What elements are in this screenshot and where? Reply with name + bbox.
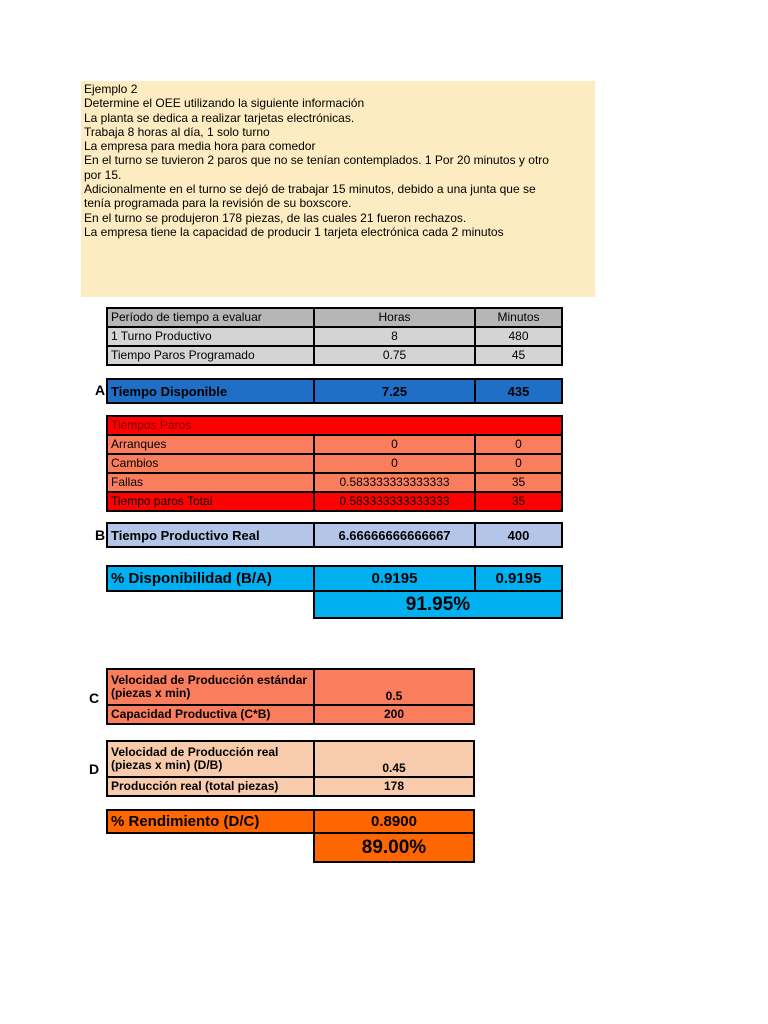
cell[interactable]: Cambios bbox=[107, 454, 314, 473]
table-row bbox=[107, 810, 474, 833]
intro-line: Ejemplo 2 bbox=[84, 82, 138, 96]
cell[interactable]: 35 bbox=[475, 473, 562, 492]
header-cell[interactable]: Horas bbox=[314, 308, 475, 327]
cell[interactable]: Producción real (total piezas) bbox=[107, 777, 314, 796]
header-cell[interactable]: Período de tiempo a evaluar bbox=[107, 308, 314, 327]
cell[interactable]: Fallas bbox=[107, 473, 314, 492]
cell[interactable]: Tiempos Paros bbox=[107, 416, 562, 435]
availability-percent[interactable]: 91.95% bbox=[314, 591, 562, 618]
intro-line: La empresa para media hora para comedor bbox=[84, 139, 316, 154]
real-time-table bbox=[106, 522, 563, 548]
table-row bbox=[107, 346, 562, 365]
table-row bbox=[107, 454, 562, 473]
cell[interactable]: 435 bbox=[475, 379, 562, 403]
cell[interactable]: 0.45 bbox=[314, 741, 474, 777]
table-row bbox=[107, 591, 562, 618]
label-line: (piezas x min) (D/B) bbox=[111, 758, 223, 772]
cell[interactable]: % Rendimiento (D/C) bbox=[107, 810, 314, 833]
cell[interactable]: 0 bbox=[314, 454, 475, 473]
table-row bbox=[107, 833, 474, 862]
intro-line: Determine el OEE utilizando la siguiente información bbox=[84, 96, 365, 111]
table-row bbox=[107, 523, 562, 547]
header-cell[interactable]: Minutos bbox=[475, 308, 562, 327]
cell[interactable]: Tiempo Productivo Real bbox=[107, 523, 314, 547]
row-letter-c: C bbox=[89, 690, 100, 706]
empty-cell bbox=[107, 591, 314, 618]
problem-statement bbox=[81, 81, 595, 297]
table-row bbox=[107, 473, 562, 492]
cell[interactable]: 400 bbox=[475, 523, 562, 547]
table-row bbox=[107, 741, 474, 777]
empty-cell bbox=[107, 833, 314, 862]
standard-speed-table bbox=[106, 668, 475, 725]
intro-line: En el turno se tuvieron 2 paros que no se tenían contemplados. 1 Por 20 minutos y otro bbox=[84, 153, 549, 168]
performance-table bbox=[106, 809, 475, 863]
table-row bbox=[107, 379, 562, 403]
table-row bbox=[107, 435, 562, 454]
cell[interactable]: 8 bbox=[314, 327, 475, 346]
intro-line: Adicionalmente en el turno se dejó de trabajar 15 minutos, debido a una junta que se bbox=[84, 182, 536, 197]
table-header-row bbox=[107, 416, 562, 435]
intro-line: En el turno se produjeron 178 piezas, de las cuales 21 fueron rechazos. bbox=[84, 210, 467, 225]
row-letter-a: A bbox=[95, 382, 106, 398]
table-row bbox=[107, 705, 474, 724]
table-row bbox=[107, 669, 474, 705]
cell[interactable]: 0.75 bbox=[314, 346, 475, 365]
intro-line: tenía programada para la revisión de su boxscore. bbox=[84, 196, 352, 211]
cell[interactable]: Tiempo Paros Programado bbox=[107, 346, 314, 365]
intro-line: Trabaja 8 horas al día, 1 solo turno bbox=[84, 124, 270, 139]
label-line: Velocidad de Producción estándar bbox=[111, 673, 308, 687]
cell[interactable]: 6.66666666666667 bbox=[314, 523, 475, 547]
cell[interactable]: 0.583333333333333 bbox=[314, 473, 475, 492]
cell[interactable]: Arranques bbox=[107, 435, 314, 454]
cell[interactable]: 200 bbox=[314, 705, 474, 724]
cell[interactable]: 0 bbox=[314, 435, 475, 454]
cell[interactable]: 480 bbox=[475, 327, 562, 346]
cell[interactable]: 7.25 bbox=[314, 379, 475, 403]
cell[interactable]: 0.5 bbox=[314, 669, 474, 705]
cell[interactable]: 1 Turno Productivo bbox=[107, 327, 314, 346]
cell[interactable]: 0 bbox=[475, 454, 562, 473]
cell[interactable]: % Disponibilidad (B/A) bbox=[107, 566, 314, 591]
period-table bbox=[106, 307, 563, 366]
cell[interactable]: 0.8900 bbox=[314, 810, 474, 833]
cell[interactable]: Capacidad Productiva (C*B) bbox=[107, 705, 314, 724]
cell[interactable]: 35 bbox=[475, 492, 562, 511]
cell[interactable]: 178 bbox=[314, 777, 474, 796]
intro-line: La planta se dedica a realizar tarjetas electrónicas. bbox=[84, 110, 355, 125]
row-letter-d: D bbox=[89, 761, 100, 777]
cell[interactable] bbox=[107, 669, 314, 705]
intro-line: por 15. bbox=[84, 167, 122, 182]
cell[interactable]: 0.9195 bbox=[314, 566, 475, 591]
performance-percent[interactable]: 89.00% bbox=[314, 833, 474, 862]
real-speed-table bbox=[106, 740, 475, 797]
table-row bbox=[107, 492, 562, 511]
label-line: (piezas x min) bbox=[111, 686, 191, 700]
table-row bbox=[107, 327, 562, 346]
availability-table bbox=[106, 565, 563, 619]
label-line: Velocidad de Producción real bbox=[111, 745, 279, 759]
cell[interactable]: 0.9195 bbox=[475, 566, 562, 591]
table-row bbox=[107, 777, 474, 796]
cell[interactable] bbox=[107, 741, 314, 777]
cell[interactable]: Tiempo paros Total bbox=[107, 492, 314, 511]
cell[interactable]: Tiempo Disponible bbox=[107, 379, 314, 403]
cell[interactable]: 0.583333333333333 bbox=[314, 492, 475, 511]
available-time-table bbox=[106, 378, 563, 404]
row-letter-b: B bbox=[95, 527, 106, 543]
intro-line: La empresa tiene la capacidad de producir 1 tarjeta electrónica cada 2 minutos bbox=[84, 224, 504, 239]
stops-table bbox=[106, 415, 563, 512]
table-header-row bbox=[107, 308, 562, 327]
cell[interactable]: 45 bbox=[475, 346, 562, 365]
cell[interactable]: 0 bbox=[475, 435, 562, 454]
table-row bbox=[107, 566, 562, 591]
